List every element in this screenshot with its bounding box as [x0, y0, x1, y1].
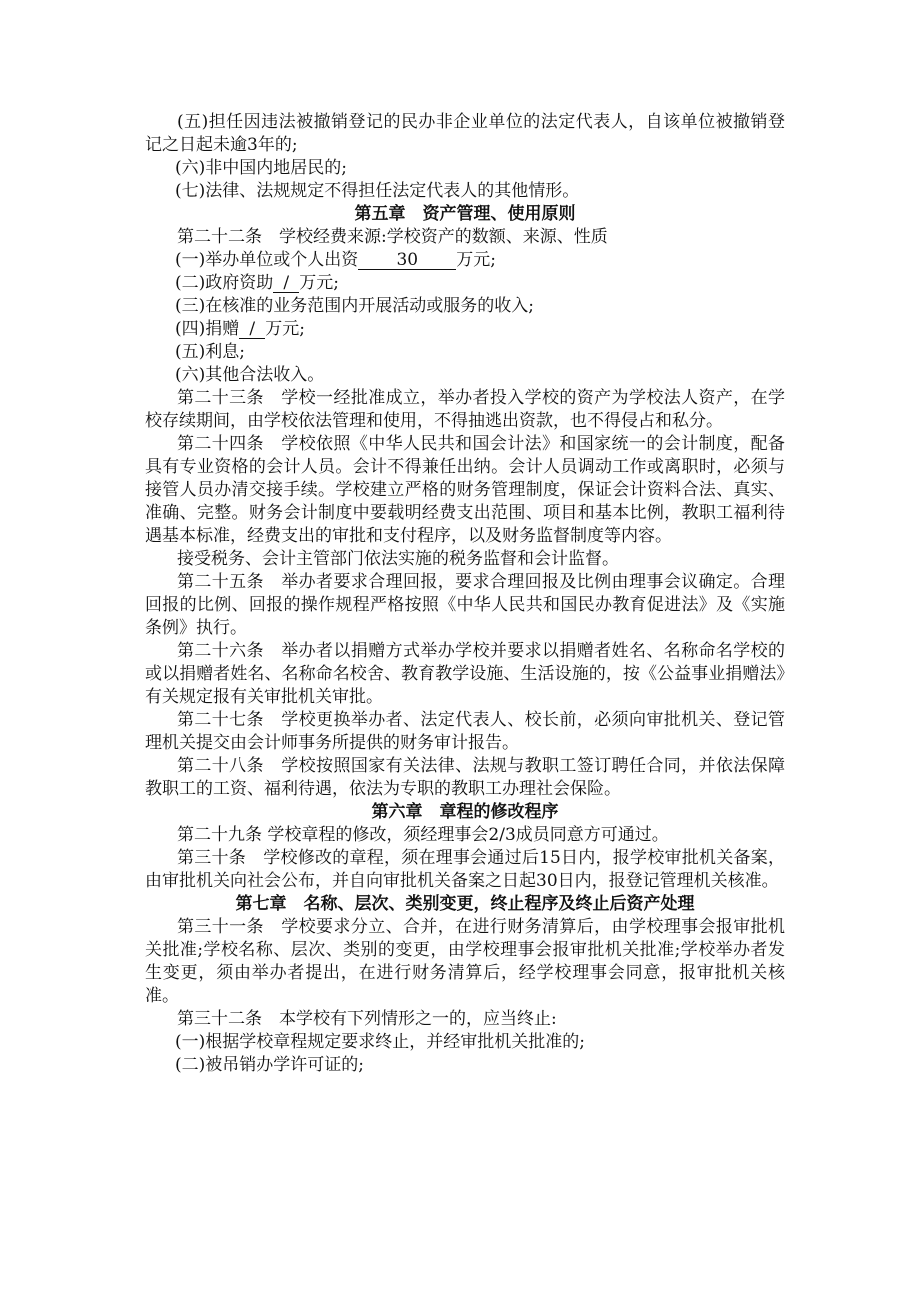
article-22-item-2-label: (二)政府资助 [175, 273, 274, 293]
investment-amount-blank: 30 [358, 251, 456, 270]
article-32-item-1: (一)根据学校章程规定要求终止，并经审批机关批准的; [175, 1032, 585, 1052]
article-29: 第二十九条 学校章程的修改，须经理事会2/3成员同意方可通过。 [177, 825, 669, 845]
document-page [145, 111, 785, 1077]
article-24-supplement: 接受税务、会计主管部门依法实施的税务监督和会计监督。 [177, 549, 619, 569]
article-31: 第三十一条 学校要求分立、合并，在进行财务清算后，由学校理事会报审批机关批准;学校名称、层次、类别的变更，由学校理事会报审批机关批准;学校举办者发生变更，须由举办者提出，在进行财务清算后，经学校理事会同意，报审批机关核准。 [145, 917, 785, 1006]
article-22-item-2 [145, 272, 785, 295]
article-22-item-1-label: (一)举办单位或个人出资 [175, 250, 359, 270]
article-22-item-4-label: (四)捐赠 [175, 319, 240, 339]
article-22-item-5: (五)利息; [175, 342, 245, 362]
chapter-5-title: 第五章 资产管理、使用原则 [354, 204, 576, 224]
article-22-item-1-unit: 万元; [456, 250, 496, 270]
article-22-item-4 [145, 318, 785, 341]
article-22-item-4-unit: 万元; [265, 319, 305, 339]
article-22-item-1 [145, 249, 785, 272]
article-25: 第二十五条 举办者要求合理回报，要求合理回报及比例由理事会议确定。合理回报的比例、回报的操作规程严格按照《中华人民共和国民办教育促进法》及《实施条例》执行。 [145, 572, 785, 638]
article-22-item-6: (六)其他合法收入。 [175, 365, 325, 385]
article-22-item-3: (三)在核准的业务范围内开展活动或服务的收入; [175, 296, 534, 316]
chapter-6-title: 第六章 章程的修改程序 [371, 802, 559, 822]
article-32: 第三十二条 本学校有下列情形之一的，应当终止: [177, 1009, 557, 1029]
article-22: 第二十二条 学校经费来源:学校资产的数额、来源、性质 [177, 227, 608, 247]
chapter-7-title: 第七章 名称、层次、类别变更，终止程序及终止后资产处理 [235, 894, 695, 914]
donation-blank: / [239, 320, 265, 339]
government-funding-blank: / [273, 274, 299, 293]
paragraph-item-5: (五)担任因违法被撤销登记的民办非企业单位的法定代表人，自该单位被撤销登记之日起未逾3年的; [145, 112, 785, 155]
article-26: 第二十六条 举办者以捐赠方式举办学校并要求以捐赠者姓名、名称命名学校的或以捐赠者姓名、名称命名校舍、教育教学设施、生活设施的，按《公益事业捐赠法》有关规定报有关审批机关审批。 [145, 641, 785, 707]
article-23: 第二十三条 学校一经批准成立，举办者投入学校的资产为学校法人资产，在学校存续期间，由学校依法管理和使用，不得抽逃出资款，也不得侵占和私分。 [145, 388, 785, 431]
article-32-item-2: (二)被吊销办学许可证的; [175, 1055, 364, 1075]
article-22-item-2-unit: 万元; [299, 273, 339, 293]
article-24: 第二十四条 学校依照《中华人民共和国会计法》和国家统一的会计制度，配备具有专业资格的会计人员。会计不得兼任出纳。会计人员调动工作或离职时，必须与接管人员办清交接手续。学校建立严格的财务管理制度，保证会计资料合法、真实、准确、完整。财务会计制度中要载明经费支出范围、项目和基本比例，教职工福利待遇基本标准，经费支出的审批和支付程序，以及财务监督制度等内容。 [145, 434, 785, 546]
article-27: 第二十七条 学校更换举办者、法定代表人、校长前，必须向审批机关、登记管理机关提交由会计师事务所提供的财务审计报告。 [145, 710, 785, 753]
paragraph-item-7: (七)法律、法规规定不得担任法定代表人的其他情形。 [175, 181, 580, 201]
paragraph-item-6: (六)非中国内地居民的; [175, 158, 347, 178]
article-30: 第三十条 学校修改的章程，须在理事会通过后15日内，报学校审批机关备案，由审批机关向社会公布，并自向审批机关备案之日起30日内，报登记管理机关核准。 [145, 848, 785, 891]
article-28: 第二十八条 学校按照国家有关法律、法规与教职工签订聘任合同，并依法保障教职工的工资、福利待遇，依法为专职的教职工办理社会保险。 [145, 756, 785, 799]
